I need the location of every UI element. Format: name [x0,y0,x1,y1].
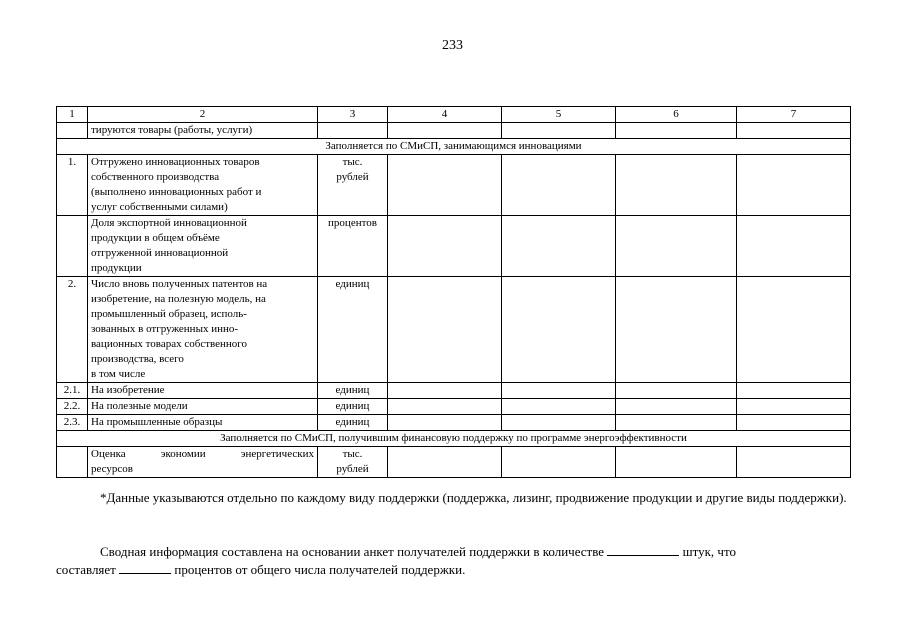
table-row [57,216,851,277]
label-line: Отгружено инновационных товаров [91,156,260,168]
value-cell [616,415,737,431]
summary-note [56,543,850,579]
indicator-label [88,155,318,216]
value-cell [737,277,851,383]
label-line: отгруженной инновационной [91,247,229,259]
row-number: 2. [57,277,88,383]
value-cell [502,447,616,478]
value-cell [737,123,851,139]
unit-line: тыс. [342,448,363,460]
row-number-cell [57,123,88,139]
unit-line: рублей [336,171,369,183]
value-cell [502,383,616,399]
value-cell [502,123,616,139]
value-cell [388,383,502,399]
label-line: зованных в отгруженных инно- [91,323,239,335]
unit-cell: процентов [318,216,388,277]
row-number: 2.2. [57,399,88,415]
report-table [56,106,851,478]
label-line: Оценка экономии энергетических [91,448,314,460]
value-cell [388,447,502,478]
row-number-cell [57,447,88,478]
table-row [57,399,851,415]
unit-cell: единиц [318,383,388,399]
footnote-text: *Данные указываются отдельно по каждому виду поддержки (поддержка, лизинг, продвижение продукции и другие виды поддержки). [100,490,847,505]
label-line: услуг собственными силами) [91,201,228,213]
column-header: 2 [88,107,318,123]
value-cell [737,447,851,478]
value-cell [737,155,851,216]
value-cell [502,216,616,277]
section-innovation-title: Заполняется по СМиСП, занимающимся инновациями [57,139,851,155]
label-line: в том числе [91,368,146,380]
section-energy-title: Заполняется по СМиСП, получившим финансовую поддержку по программе энергоэффективности [57,431,851,447]
value-cell [737,216,851,277]
value-cell [388,123,502,139]
value-cell [388,399,502,415]
value-cell [388,216,502,277]
column-header: 5 [502,107,616,123]
label-line: (выполнено инновационных работ и [91,186,262,198]
label-line: Число вновь полученных патентов на [91,278,268,290]
value-cell [388,277,502,383]
table-row [57,123,851,139]
indicator-label [88,216,318,277]
table-row [57,415,851,431]
indicator-label [88,277,318,383]
label-line: вационных товарах собственного [91,338,248,350]
continuation-text: тируются товары (работы, услуги) [88,123,318,139]
column-header: 4 [388,107,502,123]
value-cell [616,277,737,383]
value-cell [502,415,616,431]
label-line: промышленный образец, исполь- [91,308,247,320]
summary-part-4: процентов от общего числа получателей поддержки. [174,562,466,577]
label-line: продукции в общем объёме [91,232,220,244]
percent-blank[interactable] [119,561,171,574]
summary-part-2: штук, что [682,544,736,559]
value-cell [737,383,851,399]
summary-text [56,543,850,561]
value-cell [616,447,737,478]
footnote [56,489,850,507]
value-cell [616,216,737,277]
table-row [57,277,851,383]
summary-part-3: составляет [56,562,116,577]
label-line: изобретение, на полезную модель, на [91,293,266,305]
value-cell [502,277,616,383]
summary-part-1: Сводная информация составлена на основании анкет получателей поддержки в количестве [100,544,605,559]
value-cell [737,415,851,431]
unit-cell: единиц [318,415,388,431]
label-line: продукции [91,262,142,274]
table-row [57,383,851,399]
value-cell [737,399,851,415]
label-line: собственного производства [91,171,220,183]
value-cell [616,123,737,139]
indicator-label [88,447,318,478]
column-number-row [57,107,851,123]
column-header: 1 [57,107,88,123]
table-row [57,447,851,478]
label-line: Доля экспортной инновационной [91,217,247,229]
row-number-cell [57,216,88,277]
label-line: производства, всего [91,353,184,365]
section-row [57,139,851,155]
value-cell [616,399,737,415]
summary-line-2 [56,561,850,579]
unit-cell [318,447,388,478]
column-header: 7 [737,107,851,123]
unit-cell: единиц [318,399,388,415]
value-cell [502,155,616,216]
unit-line: рублей [336,463,369,475]
indicator-label: На изобретение [88,383,318,399]
row-number: 1. [57,155,88,216]
row-number: 2.1. [57,383,88,399]
table-row [57,155,851,216]
value-cell [388,155,502,216]
row-number: 2.3. [57,415,88,431]
unit-cell [318,155,388,216]
unit-cell [318,123,388,139]
indicator-label: На полезные модели [88,399,318,415]
page-number: 233 [442,38,463,53]
section-row [57,431,851,447]
value-cell [502,399,616,415]
column-header: 3 [318,107,388,123]
value-cell [616,155,737,216]
unit-line: тыс. [342,156,363,168]
indicator-label: На промышленные образцы [88,415,318,431]
value-cell [388,415,502,431]
unit-cell: единиц [318,277,388,383]
count-blank[interactable] [607,543,679,556]
column-header: 6 [616,107,737,123]
value-cell [616,383,737,399]
label-line: ресурсов [91,463,133,475]
